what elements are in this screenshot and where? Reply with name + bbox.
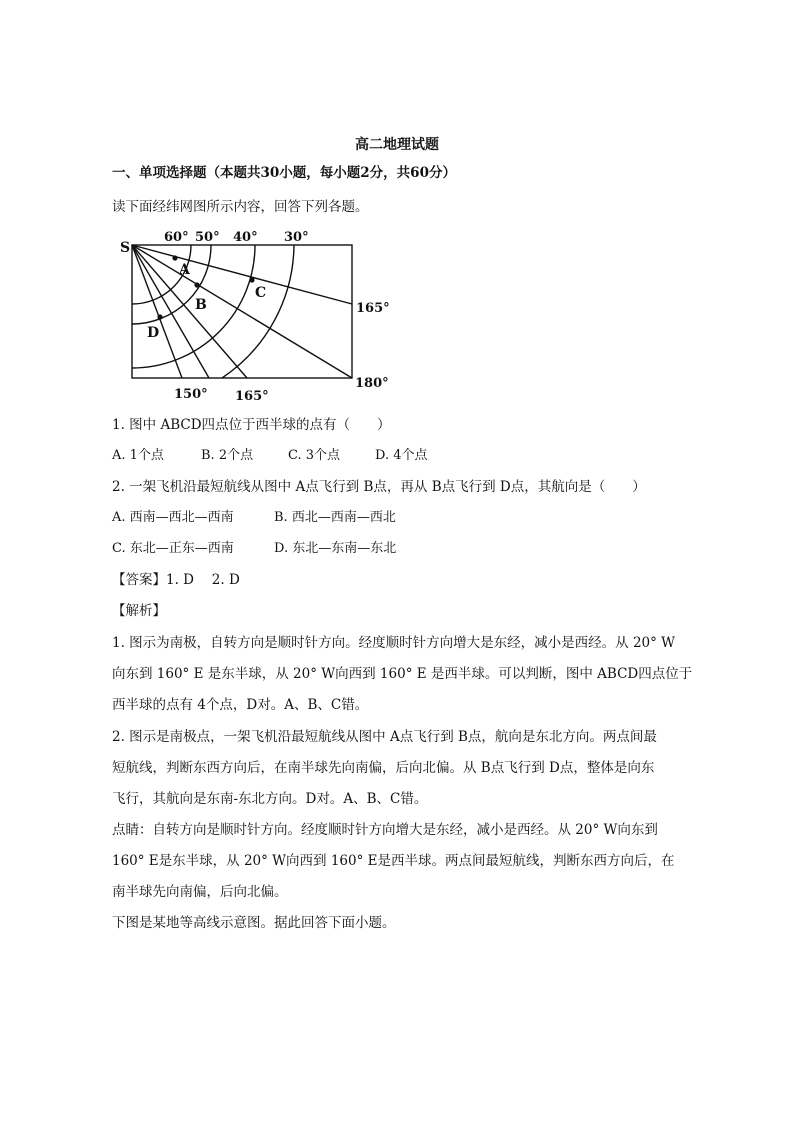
point-d-marker <box>157 314 162 319</box>
question-2-option-a: A. 西南—西北—西南 <box>112 510 234 525</box>
lat-label-40: 40° <box>233 230 258 245</box>
pole-label: S <box>120 240 131 256</box>
next-intro: 下图是某地等高线示意图。据此回答下面小题。 <box>112 915 396 931</box>
lat-label-30: 30° <box>284 230 309 245</box>
lon-label-150: 150° <box>174 387 208 402</box>
point-a-label: A <box>179 262 190 278</box>
point-b-label: B <box>195 297 207 313</box>
point-c-label: C <box>255 285 267 301</box>
point-b-marker <box>194 282 199 287</box>
question-2-option-c: C. 东北—正东—西南 <box>112 541 234 556</box>
graticule-figure <box>112 228 402 406</box>
question-1-option-b: B. 2个点 <box>201 448 254 463</box>
tip-line: 点睛：自转方向是顺时针方向。经度顺时针方向增大是东经，减小是西经。从 20° W向东到 <box>112 822 658 838</box>
tip-line: 160° E是东半球，从 20° W向西到 160° E是西半球。两点间最短航线，判断东西方向后，在 <box>112 853 675 869</box>
answer-line: 【答案】1. D 2. D <box>112 572 240 588</box>
meridian-165-right <box>132 245 352 304</box>
question-2-stem: 2. 一架飞机沿最短航线从图中 A点飞行到 B点，再从 B点飞行到 D点，其航向是（ ） <box>112 479 646 495</box>
tip-line: 南半球先向南偏，后向北偏。 <box>112 884 288 900</box>
analysis-line: 2. 图示是南极点，一架飞机沿最短航线从图中 A点飞行到 B点，航向是东北方向。两点间最 <box>112 729 657 745</box>
lon-label-180: 180° <box>355 376 389 391</box>
question-1-option-a: A. 1个点 <box>112 448 164 463</box>
analysis-line: 短航线，判断东西方向后，在南半球先向南偏，后向北偏。从 B点飞行到 D点，整体是向东 <box>112 760 655 776</box>
lon-label-165-right: 165° <box>356 301 390 316</box>
question-1-option-d: D. 4个点 <box>375 448 428 463</box>
intro-text: 读下面经纬网图所示内容，回答下列各题。 <box>112 199 369 215</box>
analysis-line: 西半球的点有 4个点，D对。A、B、C错。 <box>112 697 369 713</box>
question-2-option-d: D. 东北—东南—东北 <box>274 541 397 556</box>
question-1-stem: 1. 图中 ABCD四点位于西半球的点有（ ） <box>112 417 391 433</box>
point-a-marker <box>172 255 177 260</box>
analysis-line: 向东到 160° E 是东半球，从 20° W向西到 160° E 是西半球。可以判断，图中 ABCD四点位于 <box>112 666 693 682</box>
section-heading: 一、单项选择题（本题共30小题，每小题2分，共60分） <box>112 165 456 181</box>
lat-label-50: 50° <box>195 230 220 245</box>
page-title: 高二地理试题 <box>355 137 439 153</box>
question-2-option-b: B. 西北—西南—西北 <box>274 510 396 525</box>
lat-label-60: 60° <box>164 230 189 245</box>
analysis-line: 1. 图示为南极，自转方向是顺时针方向。经度顺时针方向增大是东经，减小是西经。从 20° W <box>112 635 676 651</box>
lon-label-165-bottom: 165° <box>235 389 269 404</box>
parallel-30 <box>222 245 294 378</box>
analysis-line: 飞行，其航向是东南-东北方向。D对。A、B、C错。 <box>112 791 428 807</box>
meridian-180 <box>132 245 352 378</box>
analysis-heading: 【解析】 <box>112 603 166 619</box>
question-1-option-c: C. 3个点 <box>288 448 341 463</box>
point-c-marker <box>249 277 254 282</box>
parallel-40 <box>132 245 255 368</box>
point-d-label: D <box>147 325 160 341</box>
